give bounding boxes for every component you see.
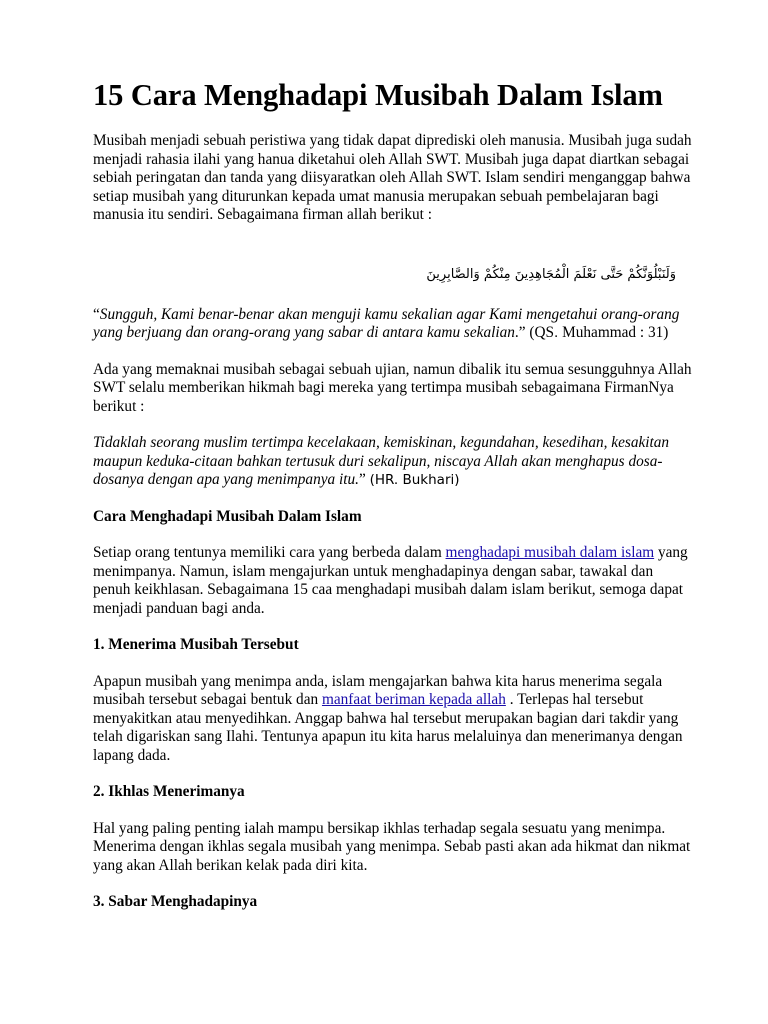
item-1-heading: 1. Menerima Musibah Tersebut (93, 636, 299, 653)
quote-close-mark: .” (514, 324, 530, 341)
paragraph-cara (93, 544, 693, 618)
paragraph-cara-text-1: Setiap orang tentunya memiliki cara yang berbeda dalam (93, 544, 446, 561)
quote-hadith-close: ” (358, 471, 370, 488)
quote-hadith-source: (HR. Bukhari) (369, 472, 460, 488)
article-title: 15 Cara Menghadapi Musibah Dalam Islam (93, 78, 663, 112)
item-2-heading: 2. Ikhlas Menerimanya (93, 783, 245, 800)
quote-hadith-text: Tidaklah seorang muslim tertimpa kecelakaan, kemiskinan, kegundahan, kesedihan, kesakitan maupun keduka-citaan bahkan tertusuk duri sekalipun, niscaya Allah akan menghapus dosa-dosanya dengan apa yang menimpanya itu. (93, 434, 670, 488)
arabic-verse: وَلَنَبْلُوَنَّكُمْ حَتَّى نَعْلَمَ الْمُجَاهِدِينَ مِنْكُمْ وَالصَّابِرِينَ (426, 266, 676, 282)
item-1-paragraph (93, 673, 693, 766)
item-3-heading: 3. Sabar Menghadapinya (93, 893, 258, 910)
quote-quran-text: Sungguh, Kami benar-benar akan menguji kamu sekalian agar Kami mengetahui orang-orang yang berjuang dan orang-orang yang sabar di antara kamu sekalian (93, 305, 680, 341)
item-1-text-2: . Terlepas hal tersebut menyakitkan atau menyedihkan. Anggap bahwa hal tersebut merupakan bagian dari takdir yang telah digariskan sang Ilahi. Tentunya apapun itu kita harus melaluinya dan menerimanya dengan lapang dada. (93, 691, 683, 764)
item-2-paragraph: Hal yang paling penting ialah mampu bersikap ikhlas terhadap segala sesuatu yang menimpa. Menerima dengan ikhlas segala musibah yang menimpa. Sebab pasti akan ada hikmat dan nikmat yang akan Allah berikan kelak pada diri kita. (93, 819, 691, 874)
quote-source-dot: . (554, 325, 559, 341)
paragraph-ujian: Ada yang memaknai musibah sebagai sebuah ujian, namun dibalik itu semua sesungguhnya Allah SWT selalu memberikan hikmah bagi mereka yang tertimpa musibah sebagaimana FirmanNya berikut : (93, 360, 692, 415)
quote-open-mark: “ (93, 305, 100, 323)
intro-paragraph: Musibah menjadi sebuah peristiwa yang tidak dapat diprediski oleh manusia. Musibah juga sudah menjadi rahasia ilahi yang hanua diketahui oleh Allah SWT. Musibah juga dapat diartkan sebagai sebiah peringatan dan tanda yang diisyaratkan oleh Allah SWT. Islam sendiri menganggap bahwa setiap musibah yang diturunkan kepada umat manusia merupakan sebuah pembelajaran bagi manusia itu sendiri. Sebagaimana firman allah berikut : (93, 132, 692, 223)
quote-hadith (93, 434, 693, 490)
item-1-text-1: Apapun musibah yang menimpa anda, islam mengajarkan bahwa kita harus menerima segala musibah tersebut sebagai bentuk dan (93, 672, 663, 708)
section-heading: Cara Menghadapi Musibah Dalam Islam (93, 507, 362, 525)
quote-source-ref: Muhammad : 31) (558, 324, 669, 341)
paragraph-cara-text-2: yang menimpanya. Namun, islam mengajurkan untuk menghadapinya dengan sabar, tawakal dan penuh keikhlasan. Sebagaimana 15 caa menghadapi musibah dalam islam berikut, semoga dapat menjadi panduan bagi anda. (93, 544, 688, 617)
article (93, 78, 693, 930)
link-menghadapi-musibah[interactable]: menghadapi musibah dalam islam (445, 544, 655, 561)
quote-quran (93, 306, 693, 343)
link-manfaat-beriman[interactable]: manfaat beriman kepada allah (321, 691, 506, 708)
quote-source-prefix: (QS (529, 324, 555, 341)
